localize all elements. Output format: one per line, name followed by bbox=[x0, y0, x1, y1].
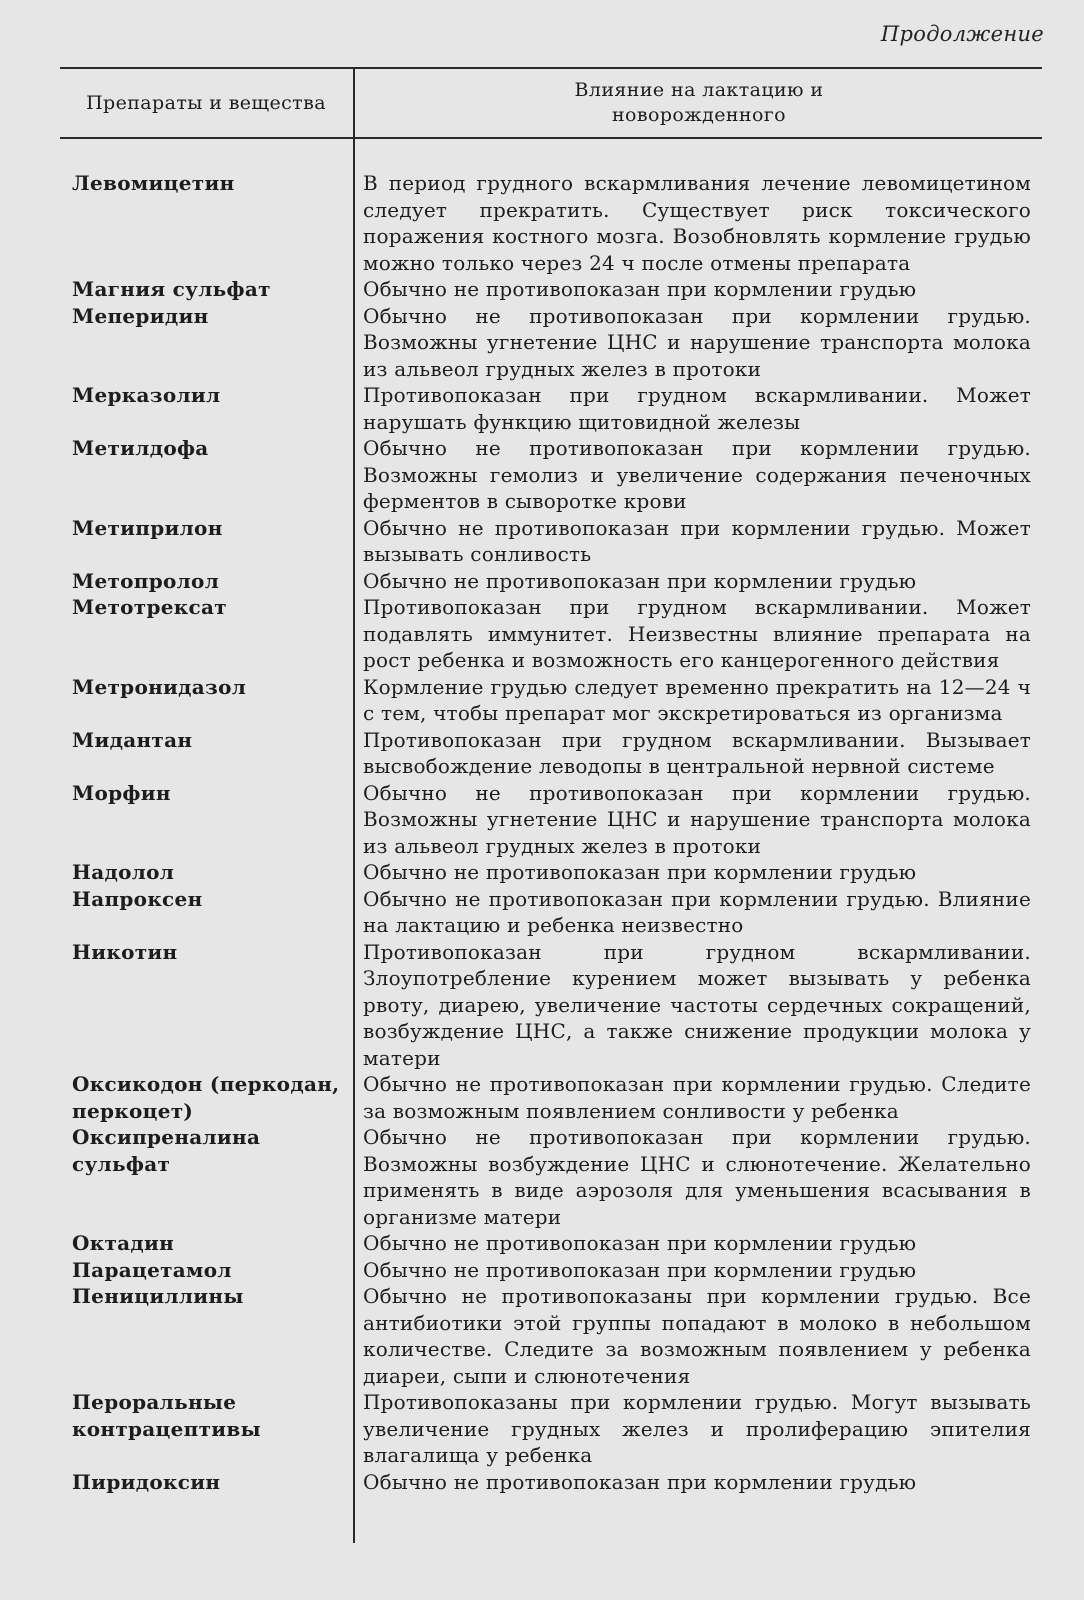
table-row bbox=[0, 1257, 1084, 1284]
header-effect-column bbox=[356, 68, 1042, 137]
drug-effect: Обычно не противопоказан при кормлении грудью bbox=[363, 1231, 917, 1255]
drug-effect: Обычно не противопоказан при кормлении грудью bbox=[363, 568, 917, 593]
drug-effect: Кормление грудью следует временно прекратить на 12—24 ч с тем, чтобы препарат мог экскретироваться из организма bbox=[363, 674, 1031, 725]
drug-effect: Обычно не противопоказан при кормлении грудью bbox=[363, 277, 917, 301]
drug-effect: Противопоказан при грудном вскармливании. Может подавлять иммунитет. Неизвестны влияние препарата на рост ребенка и возможность его канцерогенного действия bbox=[363, 595, 1031, 672]
drug-name: Метронидазол bbox=[72, 674, 247, 699]
table-row bbox=[0, 1230, 1084, 1257]
drug-name: Парацетамол bbox=[72, 1257, 232, 1282]
drug-effect: Обычно не противопоказан при кормлении грудью bbox=[363, 860, 917, 884]
drug-name: Никотин bbox=[72, 939, 178, 964]
table-row bbox=[0, 1469, 1084, 1496]
drug-name: Меперидин bbox=[72, 303, 209, 328]
table-row bbox=[0, 515, 1084, 568]
table-row bbox=[0, 382, 1084, 435]
drug-effect: Обычно не противопоказан при кормлении грудью. Возможны угнетение ЦНС и нарушение транспорта молока из альвеол грудных желез в протоки bbox=[363, 303, 1031, 381]
table-row bbox=[0, 435, 1084, 515]
table-row bbox=[0, 886, 1084, 939]
drug-effect: Обычно не противопоказан при кормлении грудью bbox=[363, 1257, 917, 1282]
drug-name: Мидантан bbox=[72, 727, 193, 752]
drug-effect: Обычно не противопоказан при кормлении грудью. Может вызывать сонливость bbox=[363, 515, 1031, 566]
table-row bbox=[0, 1283, 1084, 1389]
table-body bbox=[0, 170, 1084, 1495]
drug-name: Пиридоксин bbox=[72, 1469, 221, 1494]
drug-effect: Обычно не противопоказан при кормлении грудью. Возможны угнетение ЦНС и нарушение транспорта молока из альвеол грудных желез в протоки bbox=[363, 780, 1031, 858]
drug-name: Метилдофа bbox=[72, 436, 209, 460]
drug-effect: В период грудного вскармливания лечение левомицетином следует прекратить. Существует риск токсического поражения костного мозга. Возобновлять кормление грудью можно только через 24 ч после отмены препарата bbox=[363, 171, 1031, 275]
drug-effect: Противопоказан при грудном вскармливании. Может нарушать функцию щитовидной железы bbox=[363, 383, 1031, 434]
table-row bbox=[0, 568, 1084, 595]
drug-name: Оксикодон (перкодан, перкоцет) bbox=[72, 1072, 340, 1123]
drug-effect: Противопоказаны при кормлении грудью. Могут вызывать увеличение грудных желез и пролиферацию эпителия влагалища у ребенка bbox=[363, 1390, 1031, 1467]
drug-name: Оксипреналина сульфат bbox=[72, 1125, 261, 1176]
table-row bbox=[0, 594, 1084, 674]
drug-effect: Обычно не противопоказан при кормлении грудью. Следите за возможным появлением сонливости у ребенка bbox=[363, 1072, 1031, 1123]
drug-name: Левомицетин bbox=[72, 171, 235, 195]
drug-name: Морфин bbox=[72, 780, 171, 805]
table-row bbox=[0, 859, 1084, 886]
table-row bbox=[0, 727, 1084, 780]
table-row bbox=[0, 1071, 1084, 1124]
table-row bbox=[0, 1389, 1084, 1469]
header-effect-line1: Влияние на лактацию и bbox=[574, 78, 824, 101]
table-row bbox=[0, 1124, 1084, 1230]
table-row bbox=[0, 674, 1084, 727]
drug-effect: Обычно не противопоказан при кормлении грудью. Возможны возбуждение ЦНС и слюнотечение. Желательно применять в виде аэрозоля для уменьшения всасывания в организме матери bbox=[363, 1125, 1031, 1229]
table-header-rule bbox=[60, 137, 1042, 139]
table-row bbox=[0, 170, 1084, 276]
drug-effect: Противопоказан при грудном вскармливании. Вызывает высвобождение леводопы в центральной нервной системе bbox=[363, 727, 1031, 778]
drug-name: Пероральные контрацептивы bbox=[72, 1390, 261, 1441]
drug-name: Надолол bbox=[72, 860, 175, 884]
header-effect-line2: новорожденного bbox=[611, 103, 787, 126]
drug-name: Октадин bbox=[72, 1231, 175, 1255]
drug-name: Мерказолил bbox=[72, 383, 221, 407]
table-row bbox=[0, 276, 1084, 303]
drug-effect: Обычно не противопоказан при кормлении грудью. Возможны гемолиз и увеличение содержания печеночных ферментов в сыворотке крови bbox=[363, 436, 1031, 513]
table-row bbox=[0, 939, 1084, 1072]
drug-name: Метиприлон bbox=[72, 515, 223, 540]
drug-name: Метопролол bbox=[72, 568, 220, 593]
drug-name: Пенициллины bbox=[72, 1284, 244, 1308]
drug-effect: Противопоказан при грудном вскармливании. Злоупотребление курением может вызывать у ребенка рвоту, диарею, увеличение частоты сердечных сокращений, возбуждение ЦНС, а также снижение продукции молока у матери bbox=[363, 939, 1031, 1070]
table-row bbox=[0, 303, 1084, 383]
drug-effect: Обычно не противопоказаны при кормлении грудью. Все антибиотики этой группы попадают в молоко в небольшом количестве. Следите за возможным появлением у ребенка диареи, сыпи и слюнотечения bbox=[363, 1284, 1031, 1388]
drug-name: Напроксен bbox=[72, 886, 203, 911]
continued-label: Продолжение bbox=[880, 22, 1044, 46]
drug-name: Метотрексат bbox=[72, 595, 227, 619]
drug-effect: Обычно не противопоказан при кормлении грудью. Влияние на лактацию и ребенка неизвестно bbox=[363, 886, 1031, 937]
table-row bbox=[0, 780, 1084, 860]
header-drug-column: Препараты и вещества bbox=[86, 91, 326, 114]
drug-name: Магния сульфат bbox=[72, 277, 271, 301]
drug-effect: Обычно не противопоказан при кормлении грудью bbox=[363, 1469, 917, 1494]
